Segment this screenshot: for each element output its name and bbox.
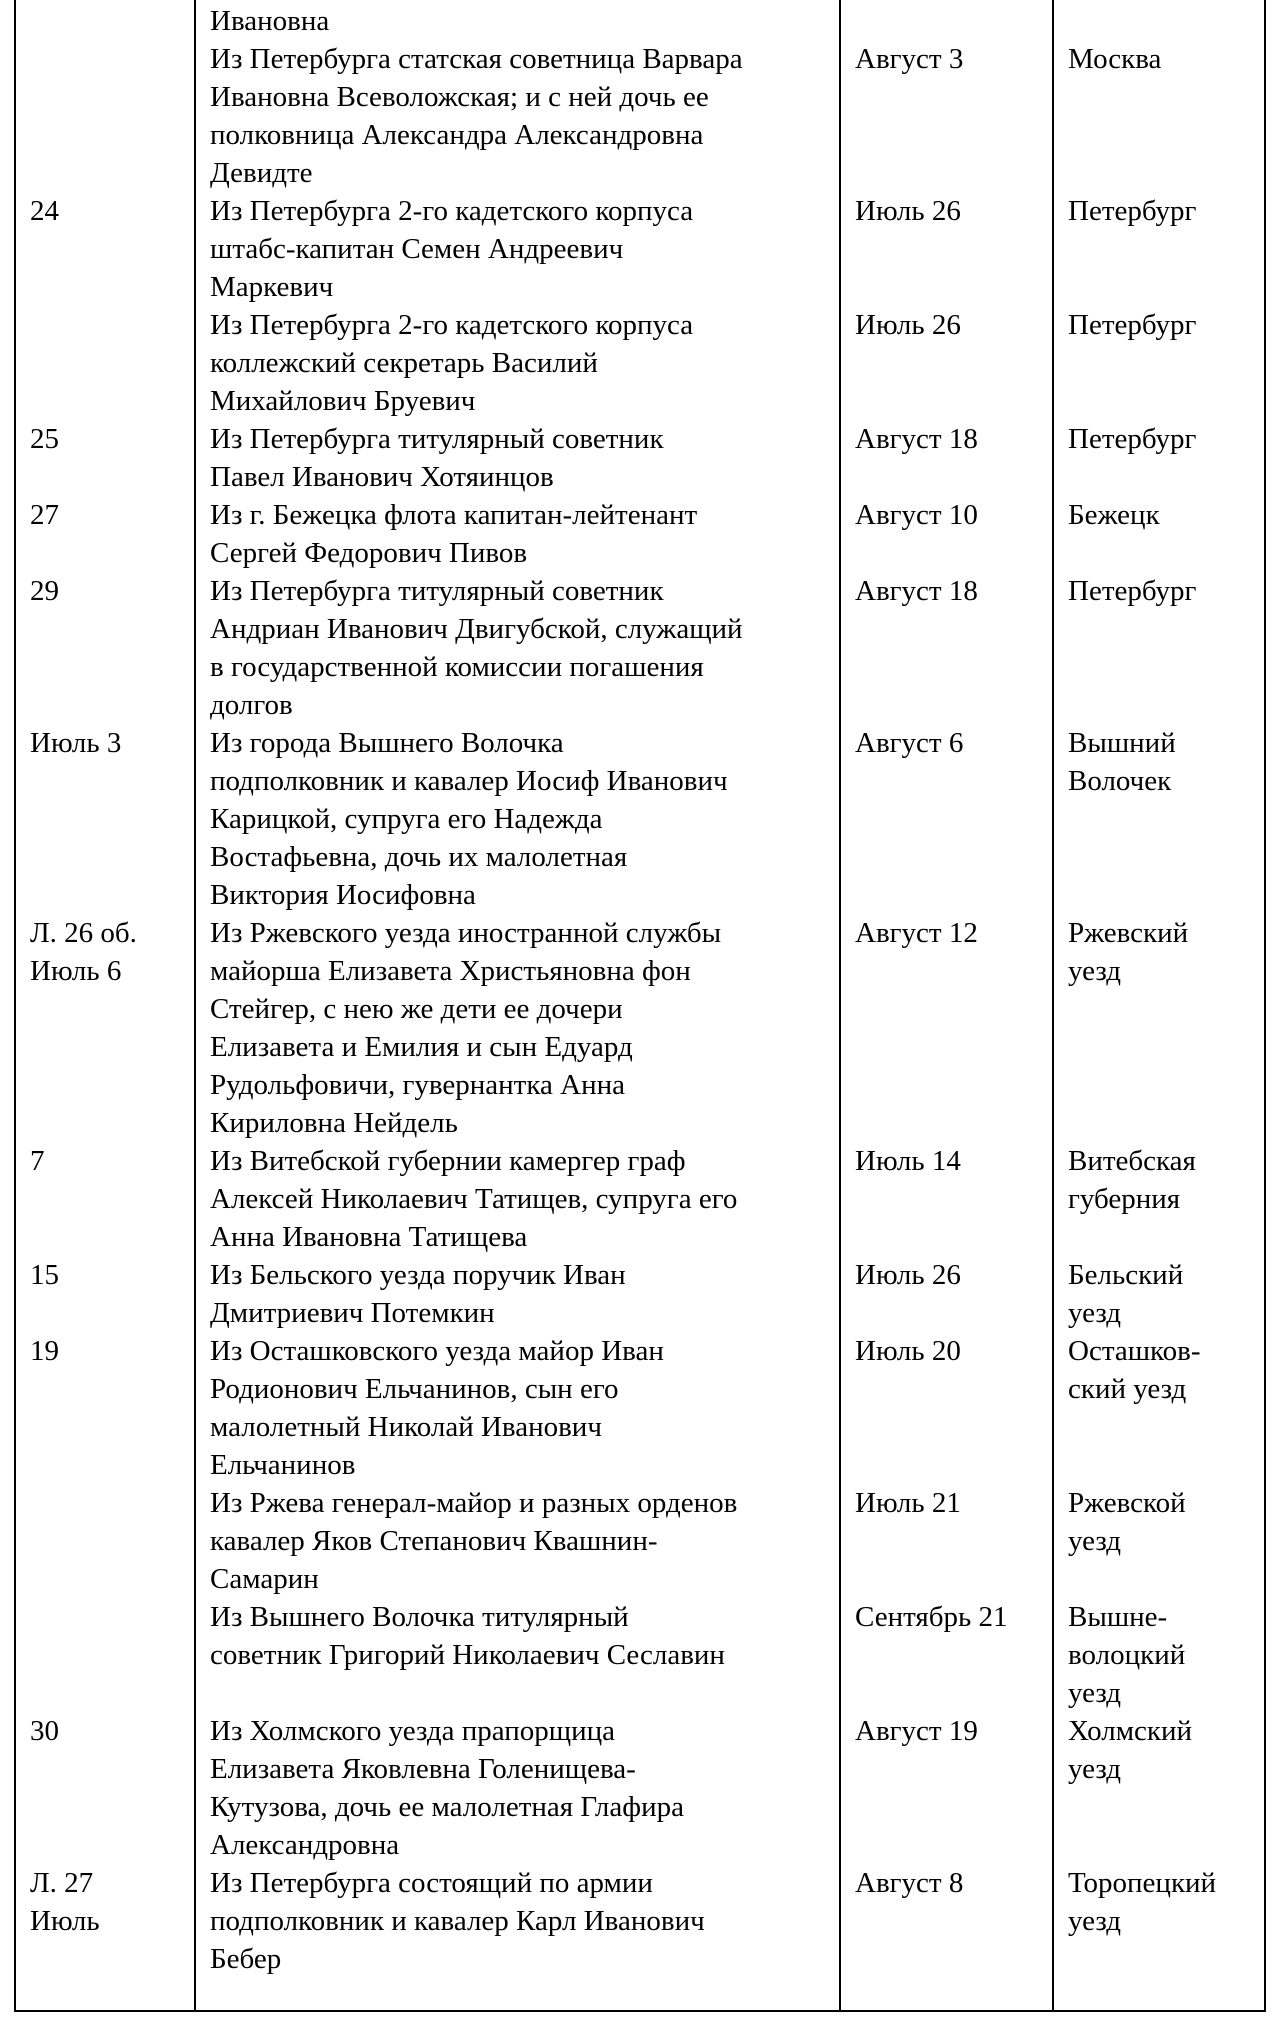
date-cell	[14, 306, 194, 420]
text-line: Из Петербурга состоящий по армии	[210, 1867, 653, 1899]
until-cell	[839, 1864, 1052, 1978]
text-line: кавалер Яков Степанович Квашнин-	[210, 1525, 658, 1557]
entry-cell	[194, 306, 839, 420]
entry-cell	[194, 1864, 839, 1978]
text-line: Вышне-	[1068, 1601, 1168, 1633]
text-line: Июль 20	[855, 1335, 961, 1367]
entry-cell	[194, 914, 839, 1142]
place-cell	[1052, 724, 1266, 914]
text-line: Маркевич	[210, 271, 334, 303]
date-cell	[14, 1864, 194, 1978]
entry-cell	[194, 40, 839, 192]
text-line: Ивановна	[210, 5, 330, 37]
date-cell	[14, 1598, 194, 1712]
text-line: долгов	[210, 689, 293, 721]
table-row	[14, 724, 1266, 914]
text-line: Л. 27	[30, 1867, 94, 1899]
text-line: Из Петербурга титулярный советник	[210, 423, 664, 455]
until-cell	[839, 1712, 1052, 1864]
text-line: Девидте	[210, 157, 313, 189]
text-line: Осташков-	[1068, 1335, 1201, 1367]
text-line: волоцкий	[1068, 1639, 1186, 1671]
text-line: Л. 26 об.	[30, 917, 137, 949]
entry-cell	[194, 572, 839, 724]
text-line: Петербург	[1068, 195, 1197, 227]
until-cell	[839, 306, 1052, 420]
text-line: Александровна	[210, 1829, 400, 1861]
text-line: Июль 21	[855, 1487, 961, 1519]
text-line: Ивановна Всеволожская; и с ней дочь ее	[210, 81, 709, 113]
text-line: Холмский	[1068, 1715, 1193, 1747]
date-cell	[14, 2, 194, 40]
text-line: Из Бельского уезда поручик Иван	[210, 1259, 626, 1291]
text-line: 27	[30, 499, 59, 531]
text-line: Петербург	[1068, 575, 1197, 607]
date-cell	[14, 724, 194, 914]
text-line: Сентябрь 21	[855, 1601, 1008, 1633]
text-line: Из города Вышнего Волочка	[210, 727, 564, 759]
date-cell	[14, 192, 194, 306]
entry-cell	[194, 724, 839, 914]
text-line: Елизавета Яковлевна Голенищева-	[210, 1753, 636, 1785]
date-cell	[14, 1142, 194, 1256]
text-line: Алексей Николаевич Татищев, супруга его	[210, 1183, 738, 1215]
table-row	[14, 1256, 1266, 1332]
place-cell	[1052, 572, 1266, 724]
place-cell	[1052, 306, 1266, 420]
text-line: майорша Елизавета Христьяновна фон	[210, 955, 691, 987]
place-cell	[1052, 192, 1266, 306]
text-line: подполковник и кавалер Иосиф Иванович	[210, 765, 728, 797]
text-line: Из Петербурга 2-го кадетского корпуса	[210, 309, 694, 341]
text-line: Михайлович Бруевич	[210, 385, 476, 417]
place-cell	[1052, 1484, 1266, 1598]
text-line: Август 18	[855, 575, 978, 607]
until-cell	[839, 1256, 1052, 1332]
until-cell	[839, 1598, 1052, 1712]
text-line: Сергей Федорович Пивов	[210, 537, 528, 569]
text-line: Август 19	[855, 1715, 978, 1747]
until-cell	[839, 40, 1052, 192]
table-row	[14, 1598, 1266, 1712]
text-line: Август 12	[855, 917, 978, 949]
text-line: ский уезд	[1068, 1373, 1187, 1405]
text-line: 19	[30, 1335, 59, 1367]
place-cell	[1052, 914, 1266, 1142]
text-line: коллежский секретарь Василий	[210, 347, 598, 379]
text-line: 30	[30, 1715, 59, 1747]
text-line	[210, 1674, 839, 1712]
text-line: Петербург	[1068, 423, 1197, 455]
text-line: в государственной комиссии погашения	[210, 651, 704, 683]
entry-cell	[194, 1712, 839, 1864]
text-line: малолетный Николай Иванович	[210, 1411, 602, 1443]
place-cell	[1052, 1332, 1266, 1484]
text-line: Рудольфовичи, гувернантка Анна	[210, 1069, 625, 1101]
text-line: Июль 26	[855, 195, 961, 227]
until-cell	[839, 1484, 1052, 1598]
until-cell	[839, 420, 1052, 496]
text-line: Из Холмского уезда прапорщица	[210, 1715, 616, 1747]
text-line: Витебская	[1068, 1145, 1196, 1177]
text-line: Июль 26	[855, 309, 961, 341]
until-cell	[839, 914, 1052, 1142]
text-line: Из Осташковского уезда майор Иван	[210, 1335, 664, 1367]
table-row	[14, 1332, 1266, 1484]
text-line: Петербург	[1068, 309, 1197, 341]
entry-cell	[194, 420, 839, 496]
until-cell	[839, 724, 1052, 914]
entry-cell	[194, 496, 839, 572]
text-line: Кутузова, дочь ее малолетная Глафира	[210, 1791, 684, 1823]
table-row	[14, 40, 1266, 192]
text-line: Из Витебской губернии камергер граф	[210, 1145, 686, 1177]
place-cell	[1052, 496, 1266, 572]
date-cell	[14, 40, 194, 192]
text-line: Август 18	[855, 423, 978, 455]
entry-cell	[194, 1332, 839, 1484]
text-line: уезд	[1068, 1753, 1122, 1785]
table-row	[14, 420, 1266, 496]
text-line: Август 3	[855, 43, 964, 75]
until-cell	[839, 1332, 1052, 1484]
place-cell	[1052, 1598, 1266, 1712]
table-row	[14, 1712, 1266, 1864]
text-line: Июль	[30, 1905, 100, 1937]
entry-cell	[194, 1142, 839, 1256]
text-line: Дмитриевич Потемкин	[210, 1297, 495, 1329]
text-line: Из Петербурга статская советница Варвара	[210, 43, 743, 75]
text-line: Август 6	[855, 727, 964, 759]
until-cell	[839, 572, 1052, 724]
text-line: Ельчанинов	[210, 1449, 356, 1481]
date-cell	[14, 420, 194, 496]
table-row	[14, 192, 1266, 306]
text-line: Москва	[1068, 43, 1162, 75]
text-line: советник Григорий Николаевич Сеславин	[210, 1639, 725, 1671]
text-line: 15	[30, 1259, 59, 1291]
text-line: Из Ржева генерал-майор и разных орденов	[210, 1487, 738, 1519]
table-row	[14, 306, 1266, 420]
text-line: 7	[30, 1145, 45, 1177]
date-cell	[14, 1484, 194, 1598]
text-line: Бельский	[1068, 1259, 1184, 1291]
place-cell	[1052, 2, 1266, 40]
place-cell	[1052, 1864, 1266, 1978]
arrivals-table	[14, 2, 1266, 1978]
text-line: уезд	[1068, 1677, 1122, 1709]
table-row	[14, 1484, 1266, 1598]
entry-cell	[194, 192, 839, 306]
entry-cell	[194, 1484, 839, 1598]
place-cell	[1052, 40, 1266, 192]
text-line: Анна Ивановна Татищева	[210, 1221, 528, 1253]
text-line: 29	[30, 575, 59, 607]
text-line: штабс-капитан Семен Андреевич	[210, 233, 624, 265]
text-line: Август 10	[855, 499, 978, 531]
text-line: Родионович Ельчанинов, сын его	[210, 1373, 619, 1405]
text-line: Бебер	[210, 1943, 282, 1975]
table-row	[14, 1142, 1266, 1256]
text-line: Волочек	[1068, 765, 1172, 797]
table-row	[14, 572, 1266, 724]
table-row	[14, 1864, 1266, 1978]
place-cell	[1052, 1712, 1266, 1864]
text-line: Август 8	[855, 1867, 964, 1899]
text-line: Самарин	[210, 1563, 319, 1595]
text-line: Ржевский	[1068, 917, 1189, 949]
date-cell	[14, 496, 194, 572]
until-cell	[839, 496, 1052, 572]
table-row	[14, 2, 1266, 40]
text-line: Бежецк	[1068, 499, 1160, 531]
until-cell	[839, 2, 1052, 40]
text-line: Павел Иванович Хотяинцов	[210, 461, 554, 493]
text-line: подполковник и кавалер Карл Иванович	[210, 1905, 705, 1937]
text-line: полковница Александра Александровна	[210, 119, 704, 151]
date-cell	[14, 1712, 194, 1864]
date-cell	[14, 1332, 194, 1484]
text-line: Востафьевна, дочь их малолетная	[210, 841, 628, 873]
text-line: Июль 6	[30, 955, 122, 987]
date-cell	[14, 1256, 194, 1332]
date-cell	[14, 572, 194, 724]
place-cell	[1052, 1142, 1266, 1256]
text-line: уезд	[1068, 1905, 1122, 1937]
text-line: Из Петербурга титулярный советник	[210, 575, 664, 607]
entry-cell	[194, 1598, 839, 1712]
text-line: Из Вышнего Волочка титулярный	[210, 1601, 629, 1633]
text-line: Из г. Бежецка флота капитан-лейтенант	[210, 499, 698, 531]
text-line: Торопецкий	[1068, 1867, 1217, 1899]
text-line: уезд	[1068, 1297, 1122, 1329]
text-line: 24	[30, 195, 59, 227]
until-cell	[839, 192, 1052, 306]
text-line: Елизавета и Емилия и сын Едуард	[210, 1031, 633, 1063]
text-line: Июль 14	[855, 1145, 961, 1177]
text-line: уезд	[1068, 955, 1122, 987]
text-line: уезд	[1068, 1525, 1122, 1557]
text-line: Июль 3	[30, 727, 122, 759]
table-row	[14, 914, 1266, 1142]
text-line: губерния	[1068, 1183, 1181, 1215]
text-line: Андриан Иванович Двигубской, служащий	[210, 613, 743, 645]
text-line: Из Петербурга 2-го кадетского корпуса	[210, 195, 694, 227]
place-cell	[1052, 420, 1266, 496]
text-line: Кириловна Нейдель	[210, 1107, 458, 1139]
entry-cell	[194, 2, 839, 40]
text-line: Июль 26	[855, 1259, 961, 1291]
text-line: Из Ржевского уезда иностранной службы	[210, 917, 722, 949]
table-row	[14, 496, 1266, 572]
until-cell	[839, 1142, 1052, 1256]
place-cell	[1052, 1256, 1266, 1332]
text-line: Стейгер, с нею же дети ее дочери	[210, 993, 623, 1025]
text-line: Вышний	[1068, 727, 1176, 759]
text-line: 25	[30, 423, 59, 455]
entry-cell	[194, 1256, 839, 1332]
text-line: Виктория Иосифовна	[210, 879, 476, 911]
text-line: Карицкой, супруга его Надежда	[210, 803, 603, 835]
date-cell	[14, 914, 194, 1142]
text-line: Ржевской	[1068, 1487, 1186, 1519]
